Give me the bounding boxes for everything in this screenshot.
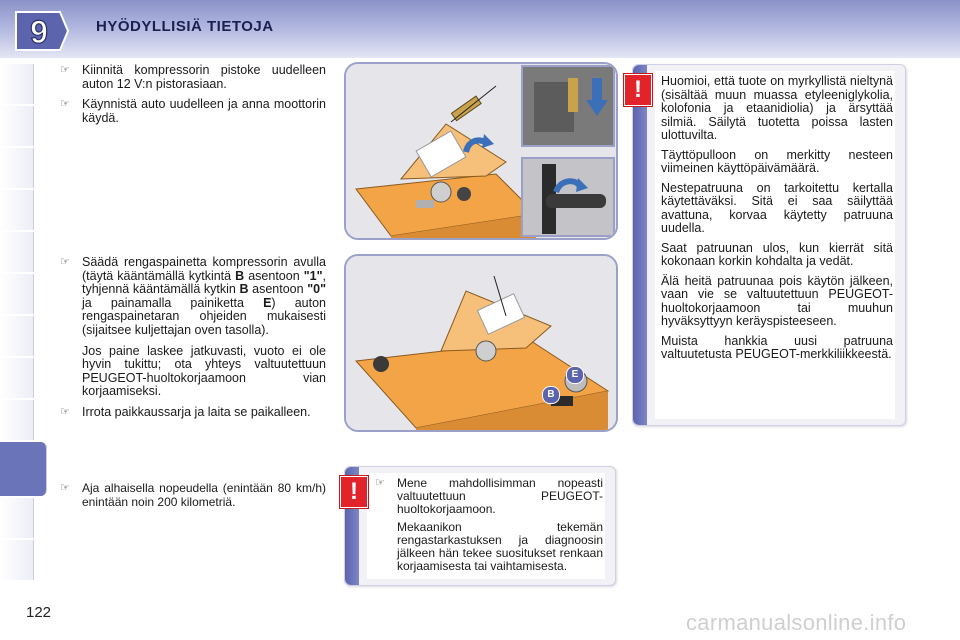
instructions-block-1 bbox=[60, 64, 326, 132]
watermark: carmanualsonline.info bbox=[686, 610, 907, 635]
chapter-tab[interactable] bbox=[0, 106, 34, 146]
chapter-tab[interactable] bbox=[0, 400, 34, 440]
chapter-tab[interactable] bbox=[0, 190, 34, 230]
chapter-number: 9 bbox=[30, 14, 48, 50]
pointer-icon: ☞ bbox=[60, 64, 70, 76]
chapter-badge bbox=[12, 6, 70, 56]
chapter-tab[interactable] bbox=[0, 498, 34, 538]
chapter-tab[interactable] bbox=[0, 148, 34, 188]
chapter-tab[interactable] bbox=[0, 316, 34, 356]
list-item bbox=[369, 477, 603, 516]
instruction-paragraph: Jos paine laskee jatkuvasti, vuoto ei ole hyvin tukittu; ota yhteys valtuutettuun PEUGEOT-huoltokorjaamoon vian korjaamiseksi. bbox=[82, 343, 326, 399]
list-item bbox=[60, 98, 326, 125]
pointer-icon: ☞ bbox=[60, 256, 70, 268]
pointer-icon: ☞ bbox=[60, 98, 70, 111]
instructions-block-2 bbox=[60, 256, 326, 427]
instruction-text: Irrota paikkaussarja ja laita se paikalleen. bbox=[82, 404, 311, 419]
list-item bbox=[60, 64, 326, 91]
warning-box-right bbox=[632, 64, 906, 426]
warning-paragraph: Muista hankkia uusi patruuna valtuutetusta PEUGEOT-merkkiliikkeestä. bbox=[661, 333, 893, 361]
warning-paragraph: Nestepatruuna on tarkoitettu kertalla käytettäväksi. Sitä ei saa säilyttää avattuna, korvaa käytetty patruuna uudella. bbox=[661, 180, 893, 235]
warning-box-bottom bbox=[344, 466, 616, 586]
chapter-tab-active[interactable] bbox=[0, 442, 47, 496]
warning-sidebar bbox=[633, 65, 647, 425]
instruction-text: Kiinnitä kompressorin pistoke uudelleen auton 12 V:n pistorasiaan. bbox=[82, 63, 326, 91]
pointer-icon: ☞ bbox=[60, 405, 70, 418]
warning-paragraph: Mekaanikon tekemän rengastarkastuksen ja diagnoosin jälkeen hän tekee suositukset renkaan korjaamisesta tai vaihtamisesta. bbox=[397, 520, 603, 573]
pointer-icon: ☞ bbox=[375, 477, 385, 489]
chapter-tab[interactable] bbox=[0, 232, 34, 272]
page-number: 122 bbox=[26, 604, 52, 621]
warning-icon: ! bbox=[624, 74, 652, 106]
warning-paragraph: Älä heitä patruunaa pois käytön jälkeen, vaan vie se valtuutettuun PEUGEOT-huoltokorjaamoon tai muuhun hyväksyttyyn keräyspisteeseen. bbox=[661, 273, 893, 328]
chapter-tabs bbox=[0, 64, 34, 582]
chapter-tab[interactable] bbox=[0, 274, 34, 314]
chapter-tab[interactable] bbox=[0, 540, 34, 580]
instructions-block-3 bbox=[60, 482, 326, 516]
warning-paragraph: Saat patruunan ulos, kun kierrät sitä kokonaan korkin kohdalta ja vedät. bbox=[661, 240, 893, 268]
instruction-text: Säädä rengaspainetta kompressorin avulla (täytä kääntämällä kytkintä B asentoon "1", tyhjennä kääntämällä kytkin B asentoon "0" ja painamalla painiketta E) auton rengaspainetaran ohjeiden mukaisesti (sijaitsee kuljettajan oven tasolla). bbox=[82, 255, 327, 337]
chapter-tab[interactable] bbox=[0, 358, 34, 398]
chapter-tab[interactable] bbox=[0, 64, 34, 104]
kit-controls-photo bbox=[344, 254, 618, 432]
list-item bbox=[60, 406, 326, 420]
warning-icon: ! bbox=[340, 476, 368, 508]
warning-paragraph: Huomioi, että tuote on myrkyllistä nieltynä (sisältää muun muassa etyleeniglykolia, kolofonia ja etaanidiolia) ja ärsyttää silmiä. Säilytä tuotetta poissa lasten ulottuvilta. bbox=[661, 74, 893, 142]
instruction-text: Käynnistä auto uudelleen ja anna moottorin käydä. bbox=[82, 97, 326, 125]
pointer-icon: ☞ bbox=[60, 482, 70, 494]
label-e-marker: E bbox=[566, 366, 584, 384]
warning-content bbox=[367, 473, 605, 579]
warning-text: Mene mahdollisimman nopeasti valtuutettuun PEUGEOT-huoltokorjaamoon. bbox=[397, 476, 603, 516]
page-header bbox=[0, 0, 960, 58]
page-title: HYÖDYLLISIÄ TIETOJA bbox=[96, 18, 274, 35]
list-item bbox=[60, 256, 326, 338]
instruction-text: Aja alhaisella nopeudella (enintään 80 km/h) enintään noin 200 kilometriä. bbox=[82, 481, 326, 509]
list-item bbox=[60, 482, 326, 509]
warning-content bbox=[655, 71, 895, 419]
warning-paragraph: Täyttöpulloon on merkitty nesteen viimeinen käyttöpäivämäärä. bbox=[661, 147, 893, 175]
label-b-marker: B bbox=[542, 386, 560, 404]
kit-cartridge-photo bbox=[344, 62, 618, 240]
